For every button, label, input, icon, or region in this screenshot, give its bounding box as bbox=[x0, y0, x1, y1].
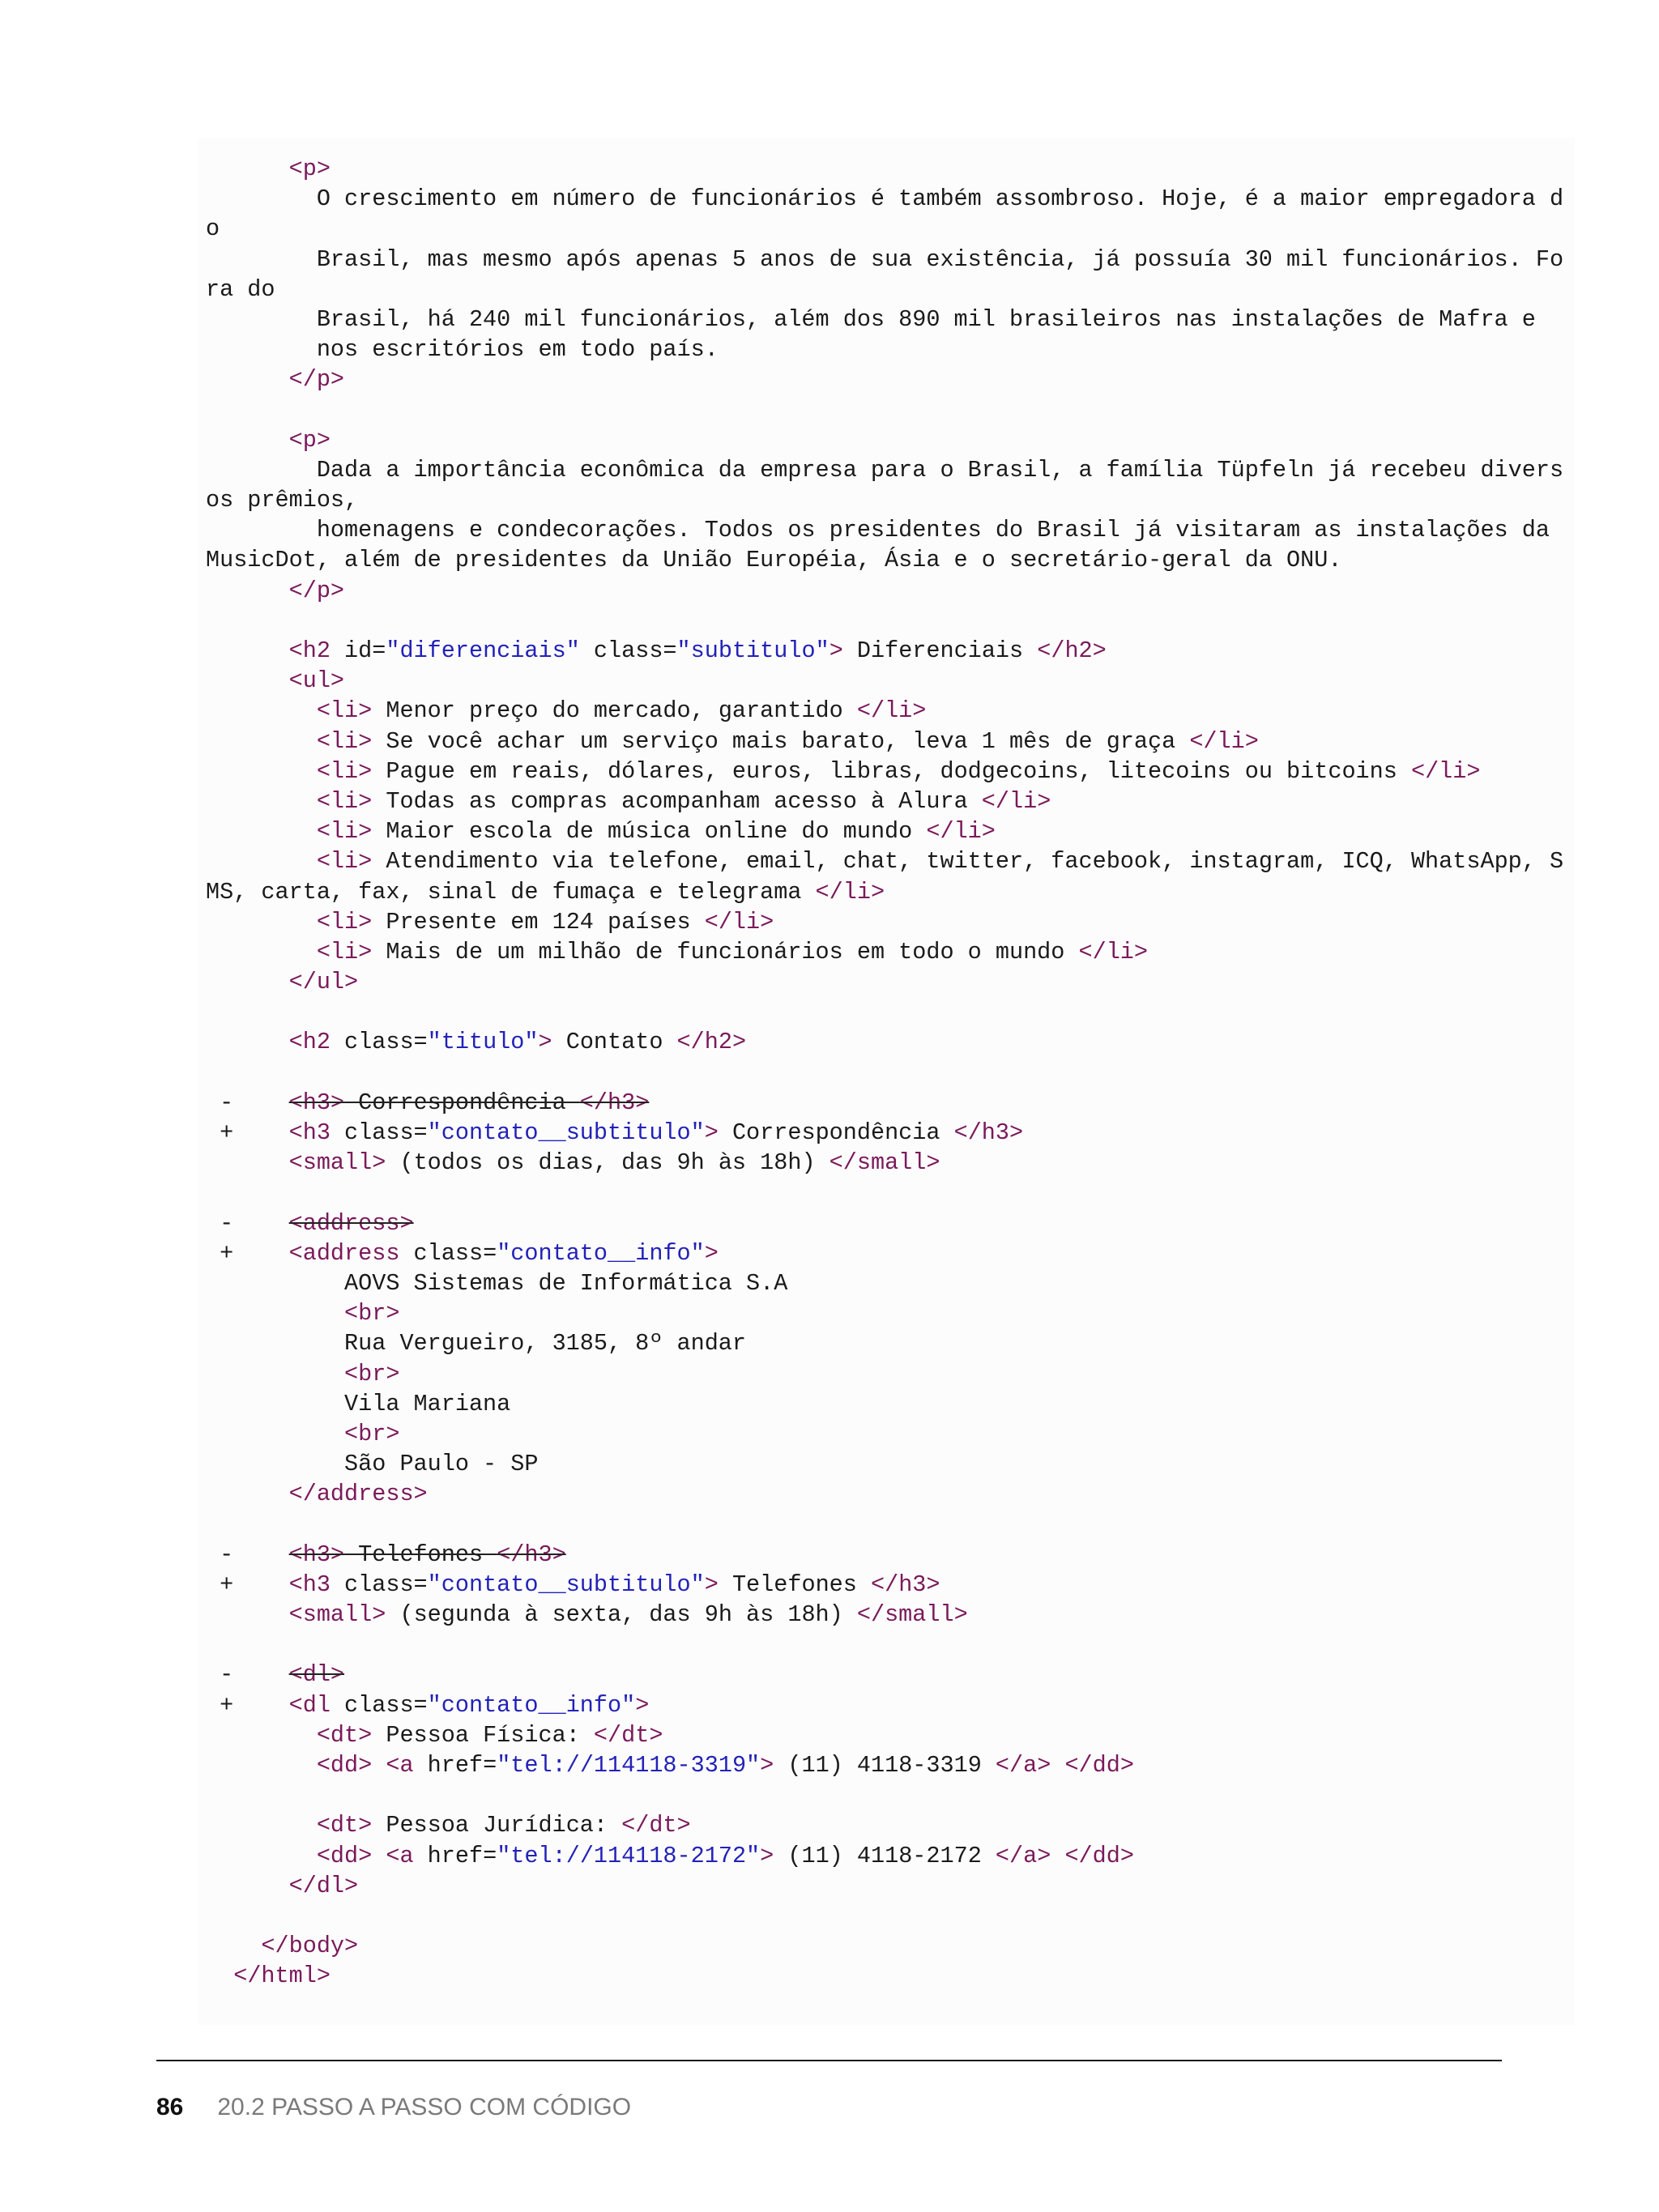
code-token: <dt> bbox=[316, 1721, 373, 1749]
code-token: "tel://114118-3319" bbox=[497, 1751, 761, 1779]
code-token: </dt> bbox=[593, 1721, 663, 1749]
code-token: os prêmios, bbox=[206, 487, 359, 514]
code-token: Pague em reais, dólares, euros, libras, dodgecoins, litecoins ou bitcoins bbox=[372, 757, 1411, 785]
code-token: <dd> bbox=[316, 1751, 373, 1779]
code-line bbox=[206, 364, 1563, 394]
code-token: </h2> bbox=[1037, 637, 1107, 664]
code-token: "titulo" bbox=[427, 1029, 539, 1056]
code-token: class= bbox=[579, 637, 677, 664]
code-token bbox=[206, 1361, 344, 1387]
code-token: São Paulo - SP bbox=[206, 1451, 539, 1478]
code-token bbox=[206, 788, 317, 815]
code-line bbox=[206, 877, 1563, 907]
code-token: </h3> bbox=[953, 1119, 1024, 1146]
code-line bbox=[206, 1901, 1563, 1931]
code-line bbox=[206, 1328, 1563, 1358]
code-token bbox=[206, 939, 317, 965]
code-token: class= bbox=[330, 1691, 428, 1719]
code-line bbox=[206, 305, 1563, 335]
code-token: Brasil, há 240 mil funcionários, além dos 890 mil brasileiros nas instalações de Mafra e bbox=[206, 305, 1536, 333]
code-line bbox=[206, 606, 1563, 636]
code-token: <li> bbox=[316, 757, 373, 785]
code-line bbox=[206, 1961, 1563, 1991]
code-token: "contato__info" bbox=[427, 1691, 636, 1719]
code-token bbox=[206, 1812, 317, 1839]
code-token: nos escritórios em todo país. bbox=[206, 336, 719, 364]
code-token: </p> bbox=[288, 366, 345, 394]
code-line bbox=[206, 425, 1563, 455]
code-token: "contato__subtitulo" bbox=[427, 1119, 705, 1146]
code-token: <li> bbox=[316, 938, 373, 965]
page-number: 86 bbox=[156, 2094, 184, 2120]
code-line bbox=[206, 1810, 1563, 1840]
code-listing bbox=[206, 154, 1563, 1991]
code-token: (11) 4118-3319 bbox=[774, 1751, 996, 1779]
code-token: > bbox=[538, 1029, 552, 1056]
code-token: <h3 bbox=[288, 1571, 331, 1598]
code-token: Vila Mariana bbox=[206, 1390, 511, 1417]
code-token bbox=[372, 1752, 386, 1779]
section-title: 20.2 PASSO A PASSO COM CÓDIGO bbox=[217, 2094, 632, 2120]
code-token: Se você achar um serviço mais barato, leva 1 mês de graça bbox=[372, 727, 1190, 755]
code-token: (todos os dias, das 9h às 18h) bbox=[386, 1149, 830, 1177]
code-token bbox=[206, 1029, 289, 1055]
code-token: </li> bbox=[1078, 938, 1149, 965]
code-token: (segunda à sexta, das 9h às 18h) bbox=[386, 1601, 857, 1628]
code-token: <li> bbox=[316, 697, 373, 725]
code-token: <a bbox=[386, 1751, 414, 1779]
code-token bbox=[206, 1149, 289, 1176]
code-token: > bbox=[760, 1751, 774, 1779]
page-footer bbox=[156, 2091, 631, 2124]
code-token: "subtitulo" bbox=[676, 637, 830, 664]
code-line bbox=[206, 1118, 1563, 1148]
code-token: "tel://114118-2172" bbox=[497, 1842, 761, 1869]
code-line bbox=[206, 636, 1563, 666]
code-token: class= bbox=[330, 1571, 428, 1598]
code-token: </li> bbox=[704, 908, 774, 936]
code-line bbox=[206, 907, 1563, 937]
code-token: </dd> bbox=[1064, 1751, 1134, 1779]
code-token: o bbox=[206, 215, 220, 243]
code-token: (11) 4118-2172 bbox=[774, 1842, 996, 1869]
code-line bbox=[206, 576, 1563, 606]
code-line bbox=[206, 1178, 1563, 1208]
code-token: </h3> bbox=[870, 1571, 940, 1598]
code-token: id= bbox=[330, 637, 386, 664]
code-token: Contato bbox=[552, 1029, 677, 1056]
code-line bbox=[206, 1630, 1563, 1660]
code-line bbox=[206, 154, 1563, 184]
code-token bbox=[206, 578, 289, 604]
code-token: </small> bbox=[856, 1601, 968, 1628]
code-token: </h3> bbox=[579, 1089, 650, 1116]
code-token: Telefones bbox=[718, 1571, 871, 1598]
code-token: </li> bbox=[1410, 757, 1481, 785]
code-token: </li> bbox=[926, 818, 996, 846]
code-token: </address> bbox=[288, 1481, 428, 1508]
code-token: </dd> bbox=[1064, 1842, 1134, 1869]
code-token bbox=[206, 969, 289, 995]
code-token: <br> bbox=[344, 1300, 400, 1328]
code-line bbox=[206, 1931, 1563, 1961]
code-token: Atendimento via telefone, email, chat, twitter, facebook, instagram, ICQ, WhatsApp, S bbox=[372, 848, 1564, 876]
code-token: <dd> bbox=[316, 1842, 373, 1869]
code-token: <p> bbox=[288, 156, 331, 182]
code-token: - bbox=[206, 1661, 289, 1689]
code-line bbox=[206, 1780, 1563, 1810]
code-token: </li> bbox=[981, 787, 1051, 815]
code-token: > bbox=[635, 1691, 650, 1719]
code-line bbox=[206, 1509, 1563, 1539]
code-token bbox=[206, 667, 289, 694]
code-token: <li> bbox=[316, 908, 373, 936]
code-line bbox=[206, 515, 1563, 545]
code-line bbox=[206, 1208, 1563, 1238]
code-token: </dl> bbox=[288, 1872, 359, 1899]
code-line bbox=[206, 275, 1563, 305]
code-line bbox=[206, 1570, 1563, 1600]
code-line bbox=[206, 1027, 1563, 1057]
code-line bbox=[206, 1238, 1563, 1268]
code-token: Pessoa Jurídica: bbox=[372, 1812, 622, 1839]
code-token: > bbox=[704, 1119, 719, 1146]
code-line bbox=[206, 1389, 1563, 1419]
code-token: class= bbox=[330, 1029, 428, 1056]
code-token: Correspondência bbox=[344, 1089, 580, 1116]
code-line bbox=[206, 967, 1563, 997]
code-line bbox=[206, 1540, 1563, 1570]
code-token bbox=[206, 637, 289, 664]
code-token: </body> bbox=[261, 1933, 359, 1960]
code-token bbox=[372, 1843, 386, 1869]
code-token: Telefones bbox=[344, 1541, 497, 1568]
code-line bbox=[206, 1268, 1563, 1298]
code-line bbox=[206, 937, 1563, 967]
code-line bbox=[206, 245, 1563, 275]
code-token bbox=[206, 1722, 317, 1749]
code-token bbox=[206, 1963, 233, 1989]
code-token: + bbox=[206, 1691, 289, 1719]
code-token: Presente em 124 países bbox=[372, 908, 705, 936]
code-token: <li> bbox=[316, 727, 373, 755]
code-token: </ul> bbox=[288, 969, 359, 996]
code-token bbox=[206, 427, 289, 454]
code-line bbox=[206, 1359, 1563, 1389]
code-line bbox=[206, 214, 1563, 244]
code-token: <h2 bbox=[288, 637, 331, 664]
code-line bbox=[206, 335, 1563, 364]
code-token: <br> bbox=[344, 1420, 400, 1447]
code-line bbox=[206, 1058, 1563, 1088]
code-line bbox=[206, 786, 1563, 816]
code-token: <address bbox=[288, 1239, 400, 1267]
code-line bbox=[206, 1479, 1563, 1509]
code-token bbox=[206, 156, 289, 182]
code-token: <br> bbox=[344, 1360, 400, 1387]
code-token: O crescimento em número de funcionários é também assombroso. Hoje, é a maior empregadora d bbox=[206, 185, 1564, 213]
code-token: homenagens e condecorações. Todos os presidentes do Brasil já visitaram as instalações da bbox=[206, 517, 1550, 544]
code-token: href= bbox=[413, 1842, 497, 1869]
code-token: Diferenciais bbox=[842, 637, 1038, 664]
code-token: > bbox=[704, 1239, 719, 1267]
code-token: </li> bbox=[815, 878, 885, 906]
code-token bbox=[206, 1873, 289, 1899]
code-line bbox=[206, 455, 1563, 485]
code-token: <h3> bbox=[288, 1089, 345, 1116]
code-line bbox=[206, 545, 1563, 575]
code-token: </h2> bbox=[676, 1029, 747, 1056]
code-token bbox=[206, 818, 317, 845]
code-token: </html> bbox=[233, 1963, 331, 1990]
code-line bbox=[206, 1600, 1563, 1630]
code-token: <li> bbox=[316, 848, 373, 876]
code-token: <li> bbox=[316, 787, 373, 815]
code-token: + bbox=[206, 1239, 289, 1267]
code-token: + bbox=[206, 1571, 289, 1598]
code-line bbox=[206, 1298, 1563, 1328]
code-token: href= bbox=[413, 1751, 497, 1779]
code-token: > bbox=[829, 637, 843, 664]
code-line bbox=[206, 485, 1563, 515]
code-line bbox=[206, 666, 1563, 696]
code-line bbox=[206, 846, 1563, 876]
code-token: "diferenciais" bbox=[386, 637, 580, 664]
code-token: - bbox=[206, 1209, 289, 1237]
code-line bbox=[206, 997, 1563, 1027]
code-token: <dt> bbox=[316, 1812, 373, 1839]
code-token: Rua Vergueiro, 3185, 8º andar bbox=[206, 1330, 747, 1357]
code-token bbox=[1051, 1752, 1064, 1779]
code-line bbox=[206, 1841, 1563, 1871]
code-token bbox=[206, 1421, 344, 1447]
code-token: Brasil, mas mesmo após apenas 5 anos de sua existência, já possuía 30 mil funcionários. Fo bbox=[206, 245, 1564, 273]
code-token: </li> bbox=[1189, 727, 1259, 755]
code-token bbox=[206, 848, 317, 875]
code-token bbox=[206, 758, 317, 785]
code-line bbox=[206, 1148, 1563, 1178]
code-token: </h3> bbox=[497, 1541, 566, 1568]
code-token: AOVS Sistemas de Informática S.A bbox=[206, 1269, 788, 1297]
code-token: > bbox=[760, 1842, 774, 1869]
code-token: </p> bbox=[288, 577, 345, 604]
code-line bbox=[206, 184, 1563, 214]
code-token bbox=[206, 909, 317, 936]
code-token: <small> bbox=[288, 1149, 386, 1177]
footer-divider bbox=[156, 2060, 1502, 2061]
code-token bbox=[206, 697, 317, 724]
code-token: <dl bbox=[288, 1691, 331, 1719]
code-token bbox=[206, 1601, 289, 1628]
code-token: </a> bbox=[995, 1751, 1051, 1779]
code-token bbox=[206, 1481, 289, 1507]
code-token: <h3 bbox=[288, 1119, 331, 1146]
code-token: <h3> bbox=[288, 1541, 345, 1568]
code-token: MusicDot, além de presidentes da União Européia, Ásia e o secretário-geral da ONU. bbox=[206, 547, 1342, 574]
code-token: </small> bbox=[829, 1149, 940, 1177]
code-token bbox=[206, 1752, 317, 1779]
code-token: <a bbox=[386, 1842, 414, 1869]
code-token bbox=[206, 728, 317, 755]
code-token: + bbox=[206, 1119, 289, 1146]
code-token: - bbox=[206, 1541, 289, 1568]
code-token: <address> bbox=[288, 1209, 414, 1237]
code-token: Mais de um milhão de funcionários em todo o mundo bbox=[372, 938, 1079, 965]
code-token: Todas as compras acompanham acesso à Alura bbox=[372, 787, 982, 815]
code-token: - bbox=[206, 1089, 289, 1116]
code-token: Dada a importância econômica da empresa para o Brasil, a família Tüpfeln já recebeu divers bbox=[206, 456, 1564, 484]
code-line bbox=[206, 727, 1563, 757]
code-token: class= bbox=[399, 1239, 497, 1267]
code-token: Menor preço do mercado, garantido bbox=[372, 697, 857, 725]
code-token: <small> bbox=[288, 1601, 386, 1628]
code-token: MS, carta, fax, sinal de fumaça e telegrama bbox=[206, 878, 816, 906]
code-line bbox=[206, 816, 1563, 846]
code-token: Maior escola de música online do mundo bbox=[372, 818, 927, 846]
code-line bbox=[206, 1660, 1563, 1690]
code-token: </li> bbox=[856, 697, 927, 725]
code-token bbox=[206, 1843, 317, 1869]
code-line bbox=[206, 1750, 1563, 1780]
code-line bbox=[206, 1720, 1563, 1750]
code-line bbox=[206, 1871, 1563, 1901]
code-line bbox=[206, 1449, 1563, 1479]
code-line bbox=[206, 1419, 1563, 1449]
code-line bbox=[206, 1690, 1563, 1720]
code-token: <dl> bbox=[288, 1661, 345, 1689]
code-token bbox=[206, 1933, 261, 1959]
code-token bbox=[206, 1300, 344, 1327]
code-line bbox=[206, 757, 1563, 786]
code-token: <p> bbox=[288, 426, 331, 454]
code-token: <ul> bbox=[288, 667, 345, 695]
code-token: Correspondência bbox=[718, 1119, 954, 1146]
code-token: <li> bbox=[316, 818, 373, 846]
code-token: "contato__info" bbox=[497, 1239, 705, 1267]
code-line bbox=[206, 696, 1563, 726]
code-token: <h2 bbox=[288, 1029, 331, 1056]
code-token bbox=[206, 366, 289, 393]
code-token: "contato__subtitulo" bbox=[427, 1571, 705, 1598]
code-line bbox=[206, 1088, 1563, 1118]
code-token bbox=[1051, 1843, 1064, 1869]
code-token: </dt> bbox=[621, 1812, 691, 1839]
code-token: > bbox=[704, 1571, 719, 1598]
code-token: Pessoa Física: bbox=[372, 1721, 594, 1749]
code-token: </a> bbox=[995, 1842, 1051, 1869]
code-token: ra do bbox=[206, 275, 275, 303]
code-line bbox=[206, 395, 1563, 425]
code-token: class= bbox=[330, 1119, 428, 1146]
